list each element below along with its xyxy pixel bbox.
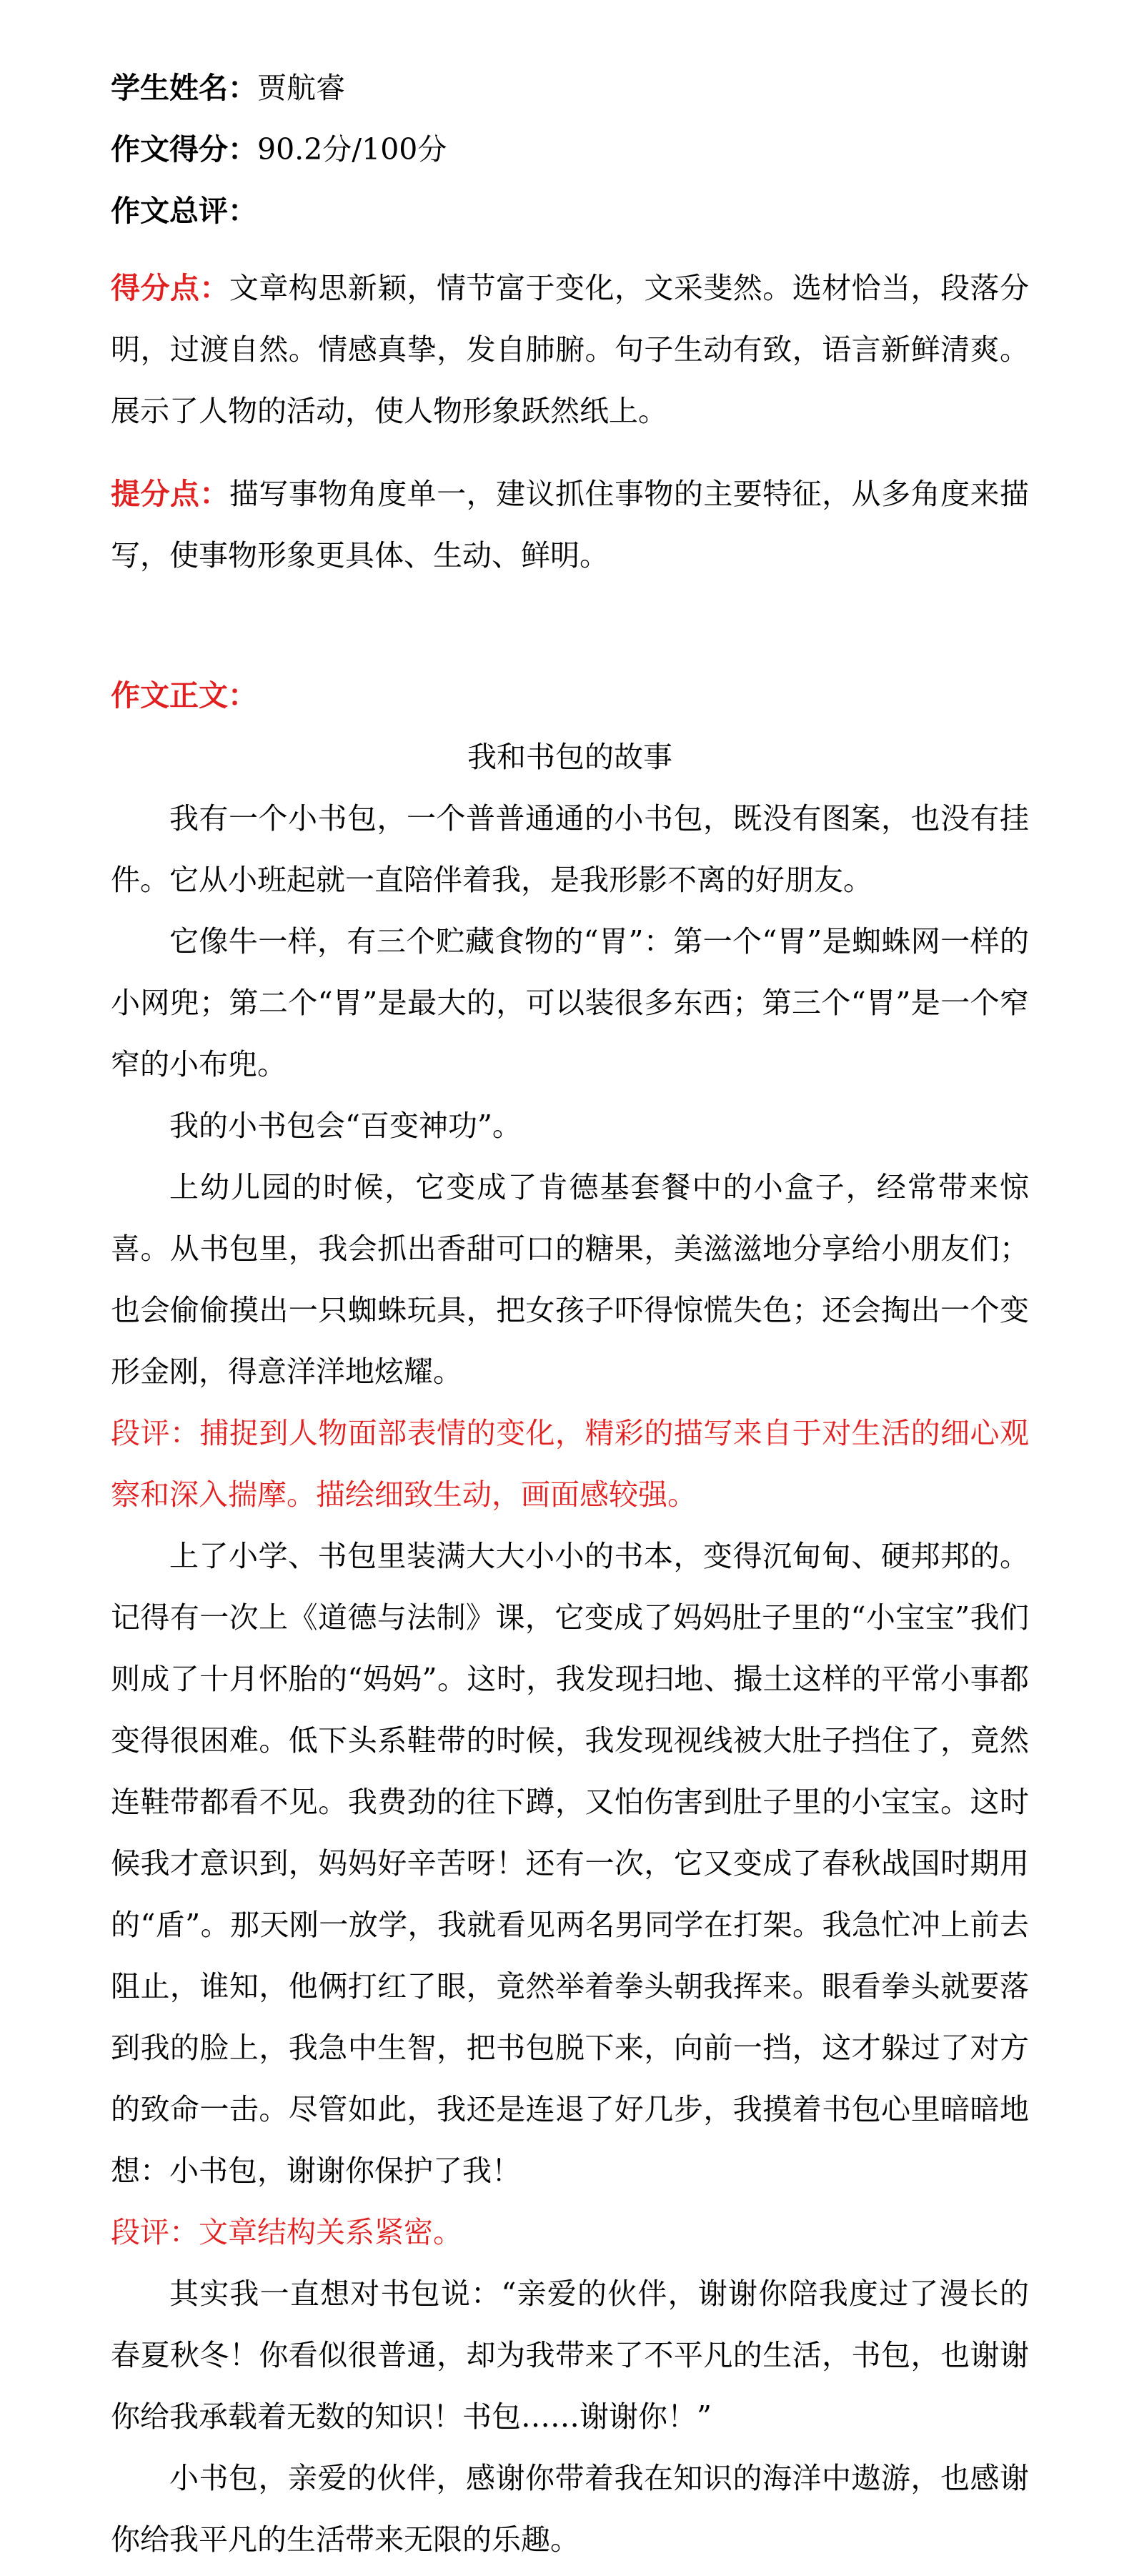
essay-report (111, 57, 1029, 2570)
plus-points-label: 得分点： (111, 271, 229, 305)
summary-label: 作文总评： (111, 194, 257, 228)
essay-section-label: 作文正文： (111, 678, 257, 713)
essay-paragraph-6: 其实我一直想对书包说：“亲爱的伙伴，谢谢你陪我度过了漫长的春夏秋冬！你看似很普通，却为我带来了不平凡的生活，书包，也谢谢你给我承载着无数的知识！书包……谢谢你！” (111, 2277, 1029, 2434)
student-name-label: 学生姓名： (111, 71, 257, 105)
spacer (111, 586, 1029, 665)
score-value: 90.2分/100分 (257, 132, 447, 167)
plus-points (111, 257, 1029, 442)
student-name-line (111, 57, 1029, 119)
spacer (111, 242, 1029, 257)
essay-paragraph-7: 小书包，亲爱的伙伴，感谢你带着我在知识的海洋中遨游，也感谢你给我平凡的生活带来无限的乐趣。 (111, 2461, 1029, 2557)
improve-points-label: 提分点： (111, 477, 229, 511)
spacer (111, 442, 1029, 463)
paragraph-comment-1: 段评：捕捉到人物面部表情的变化，精彩的描写来自于对生活的细心观察和深入揣摩。描绘细致生动，画面感较强。 (111, 1416, 1029, 1512)
improve-points-text: 描写事物角度单一，建议抓住事物的主要特征，从多角度来描写，使事物形象更具体、生动、鲜明。 (111, 477, 1030, 573)
essay-paragraph-4: 上幼儿园的时候，它变成了肯德基套餐中的小盒子，经常带来惊喜。从书包里，我会抓出香甜可口的糖果，美滋滋地分享给小朋友们；也会偷偷摸出一只蜘蛛玩具，把女孩子吓得惊慌失色；还会掏出一个变形金刚，得意洋洋地炫耀。 (111, 1170, 1029, 1389)
score-line (111, 119, 1029, 180)
improve-points (111, 463, 1029, 586)
plus-points-text: 文章构思新颖，情节富于变化，文采斐然。选材恰当，段落分明，过渡自然。情感真挚，发自肺腑。句子生动有致，语言新鲜清爽。展示了人物的活动，使人物形象跃然纸上。 (111, 271, 1030, 428)
essay-paragraph-3: 我的小书包会“百变神功”。 (169, 1109, 522, 1143)
essay-paragraph-2: 它像牛一样，有三个贮藏食物的“胃”：第一个“胃”是蜘蛛网一样的小网兜；第二个“胃”是最大的，可以装很多东西；第三个“胃”是一个窄窄的小布兜。 (111, 924, 1029, 1081)
student-name-value: 贾航睿 (257, 71, 345, 105)
essay-paragraph-5: 上了小学、书包里装满大大小小的书本，变得沉甸甸、硬邦邦的。记得有一次上《道德与法制》课，它变成了妈妈肚子里的“小宝宝”我们则成了十月怀胎的“妈妈”。这时，我发现扫地、撮土这样的平常小事都变得很困难。低下头系鞋带的时候，我发现视线被大肚子挡住了，竟然连鞋带都看不见。我费劲的往下蹲，又怕伤害到肚子里的小宝宝。这时候我才意识到，妈妈好辛苦呀！还有一次，它又变成了春秋战国时期用的“盾”。那天刚一放学，我就看见两名男同学在打架。我急忙冲上前去阻止，谁知，他俩打红了眼，竟然举着拳头朝我挥来。眼看拳头就要落到我的脸上，我急中生智，把书包脱下来，向前一挡，这才躲过了对方的致命一击。尽管如此，我还是连退了好几步，我摸着书包心里暗暗地想：小书包，谢谢你保护了我！ (111, 1539, 1029, 2188)
score-label: 作文得分： (111, 132, 257, 167)
essay-title: 我和书包的故事 (467, 740, 672, 774)
paragraph-comment-2: 段评：文章结构关系紧密。 (111, 2215, 462, 2249)
essay-paragraph-1: 我有一个小书包，一个普普通通的小书包，既没有图案，也没有挂件。它从小班起就一直陪伴着我，是我形影不离的好朋友。 (111, 801, 1029, 897)
